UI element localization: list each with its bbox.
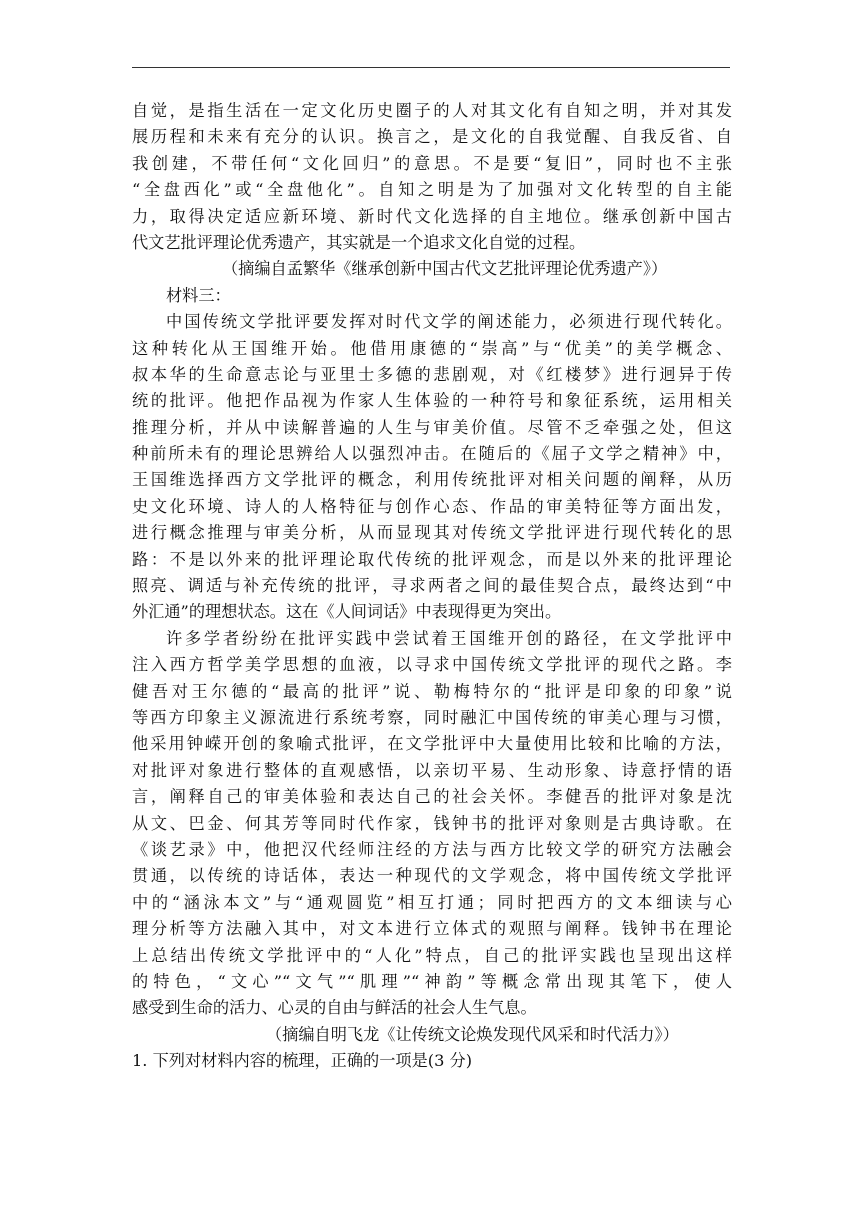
text-line: 《谈艺录》中，他把汉代经师注经的方法与西方比较文学的研究方法融会 xyxy=(132,839,732,859)
text-line: 从文、巴金、何其芳等同时代作家，钱钟书的批评对象则是古典诗歌。在 xyxy=(132,813,732,833)
text-line: 中国传统文学批评要发挥对时代文学的阐述能力，必须进行现代转化。 xyxy=(166,312,732,332)
text-line: 注入西方哲学美学思想的血液，以寻求中国传统文学批评的现代之路。李 xyxy=(132,655,732,675)
text-line: 对批评对象进行整体的直观感悟，以亲切平易、生动形象、诗意抒情的语 xyxy=(132,760,732,780)
text-line: 我创建，不带任何“文化回归”的意思。不是要“复旧”，同时也不主张 xyxy=(132,153,732,173)
text-line: 推理分析，并从中读解普遍的人生与审美价值。尽管不乏牵强之处，但这 xyxy=(132,417,732,437)
source-citation: （摘编自孟繁华《继承创新中国古代文艺批评理论优秀遗产》） xyxy=(222,259,668,279)
text-line: 种前所未有的理论思辨给人以强烈冲击。在随后的《屈子文学之精神》中， xyxy=(132,444,732,464)
text-line: 展历程和未来有充分的认识。换言之，是文化的自我觉醒、自我反省、自 xyxy=(132,127,732,147)
header-rule xyxy=(132,67,730,68)
text-line: 王国维选择西方文学批评的概念，利用传统批评对相关问题的阐释，从历 xyxy=(132,470,732,490)
text-line: 自觉，是指生活在一定文化历史圈子的人对其文化有自知之明，并对其发 xyxy=(132,101,732,120)
text-line: 这种转化从王国维开始。他借用康德的“崇高”与“优美”的美学概念、 xyxy=(132,338,732,358)
text-line: 等西方印象主义源流进行系统考察，同时融汇中国传统的审美心理与习惯， xyxy=(132,707,732,727)
text-line: 力，取得决定适应新环境、新时代文化选择的自主地位。继承创新中国古 xyxy=(132,206,732,226)
text-line: 他采用钟嵘开创的象喻式批评，在文学批评中大量使用比较和比喻的方法， xyxy=(132,734,732,754)
article-body xyxy=(132,98,732,1074)
text-line: 贯通，以传统的诗话体，表达一种现代的文学观念，将中国传统文学批评 xyxy=(132,866,732,886)
text-line: 感受到生命的活力、心灵的自由与鲜活的社会人生气息。 xyxy=(132,998,537,1018)
text-line: 健吾对王尔德的“最高的批评”说、勒梅特尔的“批评是印象的印象”说 xyxy=(132,681,732,701)
text-line: 进行概念推理与审美分析，从而显现其对传统文学批评进行现代转化的思 xyxy=(132,523,732,543)
text-line: 外汇通”的理想状态。这在《人间词话》中表现得更为突出。 xyxy=(132,602,562,622)
text-line: 理分析等方法融入其中，对文本进行立体式的观照与阐释。钱钟书在理论 xyxy=(132,919,732,939)
text-line: 路：不是以外来的批评理论取代传统的批评观念，而是以外来的批评理论 xyxy=(132,549,732,569)
text-line: 的特色，“文心”“文气”“肌理”“神韵”等概念常出现其笔下，使人 xyxy=(132,971,732,991)
text-line: 中的“涵泳本文”与“通观圆览”相互打通；同时把西方的文本细读与心 xyxy=(132,892,732,912)
text-line: 史文化环境、诗人的人格特征与创作心态、作品的审美特征等方面出发， xyxy=(132,496,732,516)
section-label: 材料三： xyxy=(166,285,231,305)
question-prompt: 1. 下列对材料内容的梳理，正确的一项是(3 分) xyxy=(132,1051,473,1071)
text-line: 言，阐释自己的审美体验和表达自己的社会关怀。李健吾的批评对象是沈 xyxy=(132,787,732,807)
text-line: 代文艺批评理论优秀遗产，其实就是一个追求文化自觉的过程。 xyxy=(132,232,586,252)
text-line: 统的批评。他把作品视为作家人生体验的一种符号和象征系统，运用相关 xyxy=(132,391,732,411)
text-line: 许多学者纷纷在批评实践中尝试着王国维开创的路径，在文学批评中 xyxy=(166,628,732,648)
text-line: 照亮、调适与补充传统的批评，寻求两者之间的最佳契合点，最终达到“中 xyxy=(132,576,732,596)
source-citation: （摘编自明飞龙《让传统文论焕发现代风采和时代活力》） xyxy=(266,1024,679,1044)
text-line: “全盘西化”或“全盘他化”。自知之明是为了加强对文化转型的自主能 xyxy=(132,180,732,200)
text-line: 叔本华的生命意志论与亚里士多德的悲剧观，对《红楼梦》进行迥异于传 xyxy=(132,364,732,384)
text-line: 上总结出传统文学批评中的“人化”特点，自己的批评实践也呈现出这样 xyxy=(132,945,732,965)
